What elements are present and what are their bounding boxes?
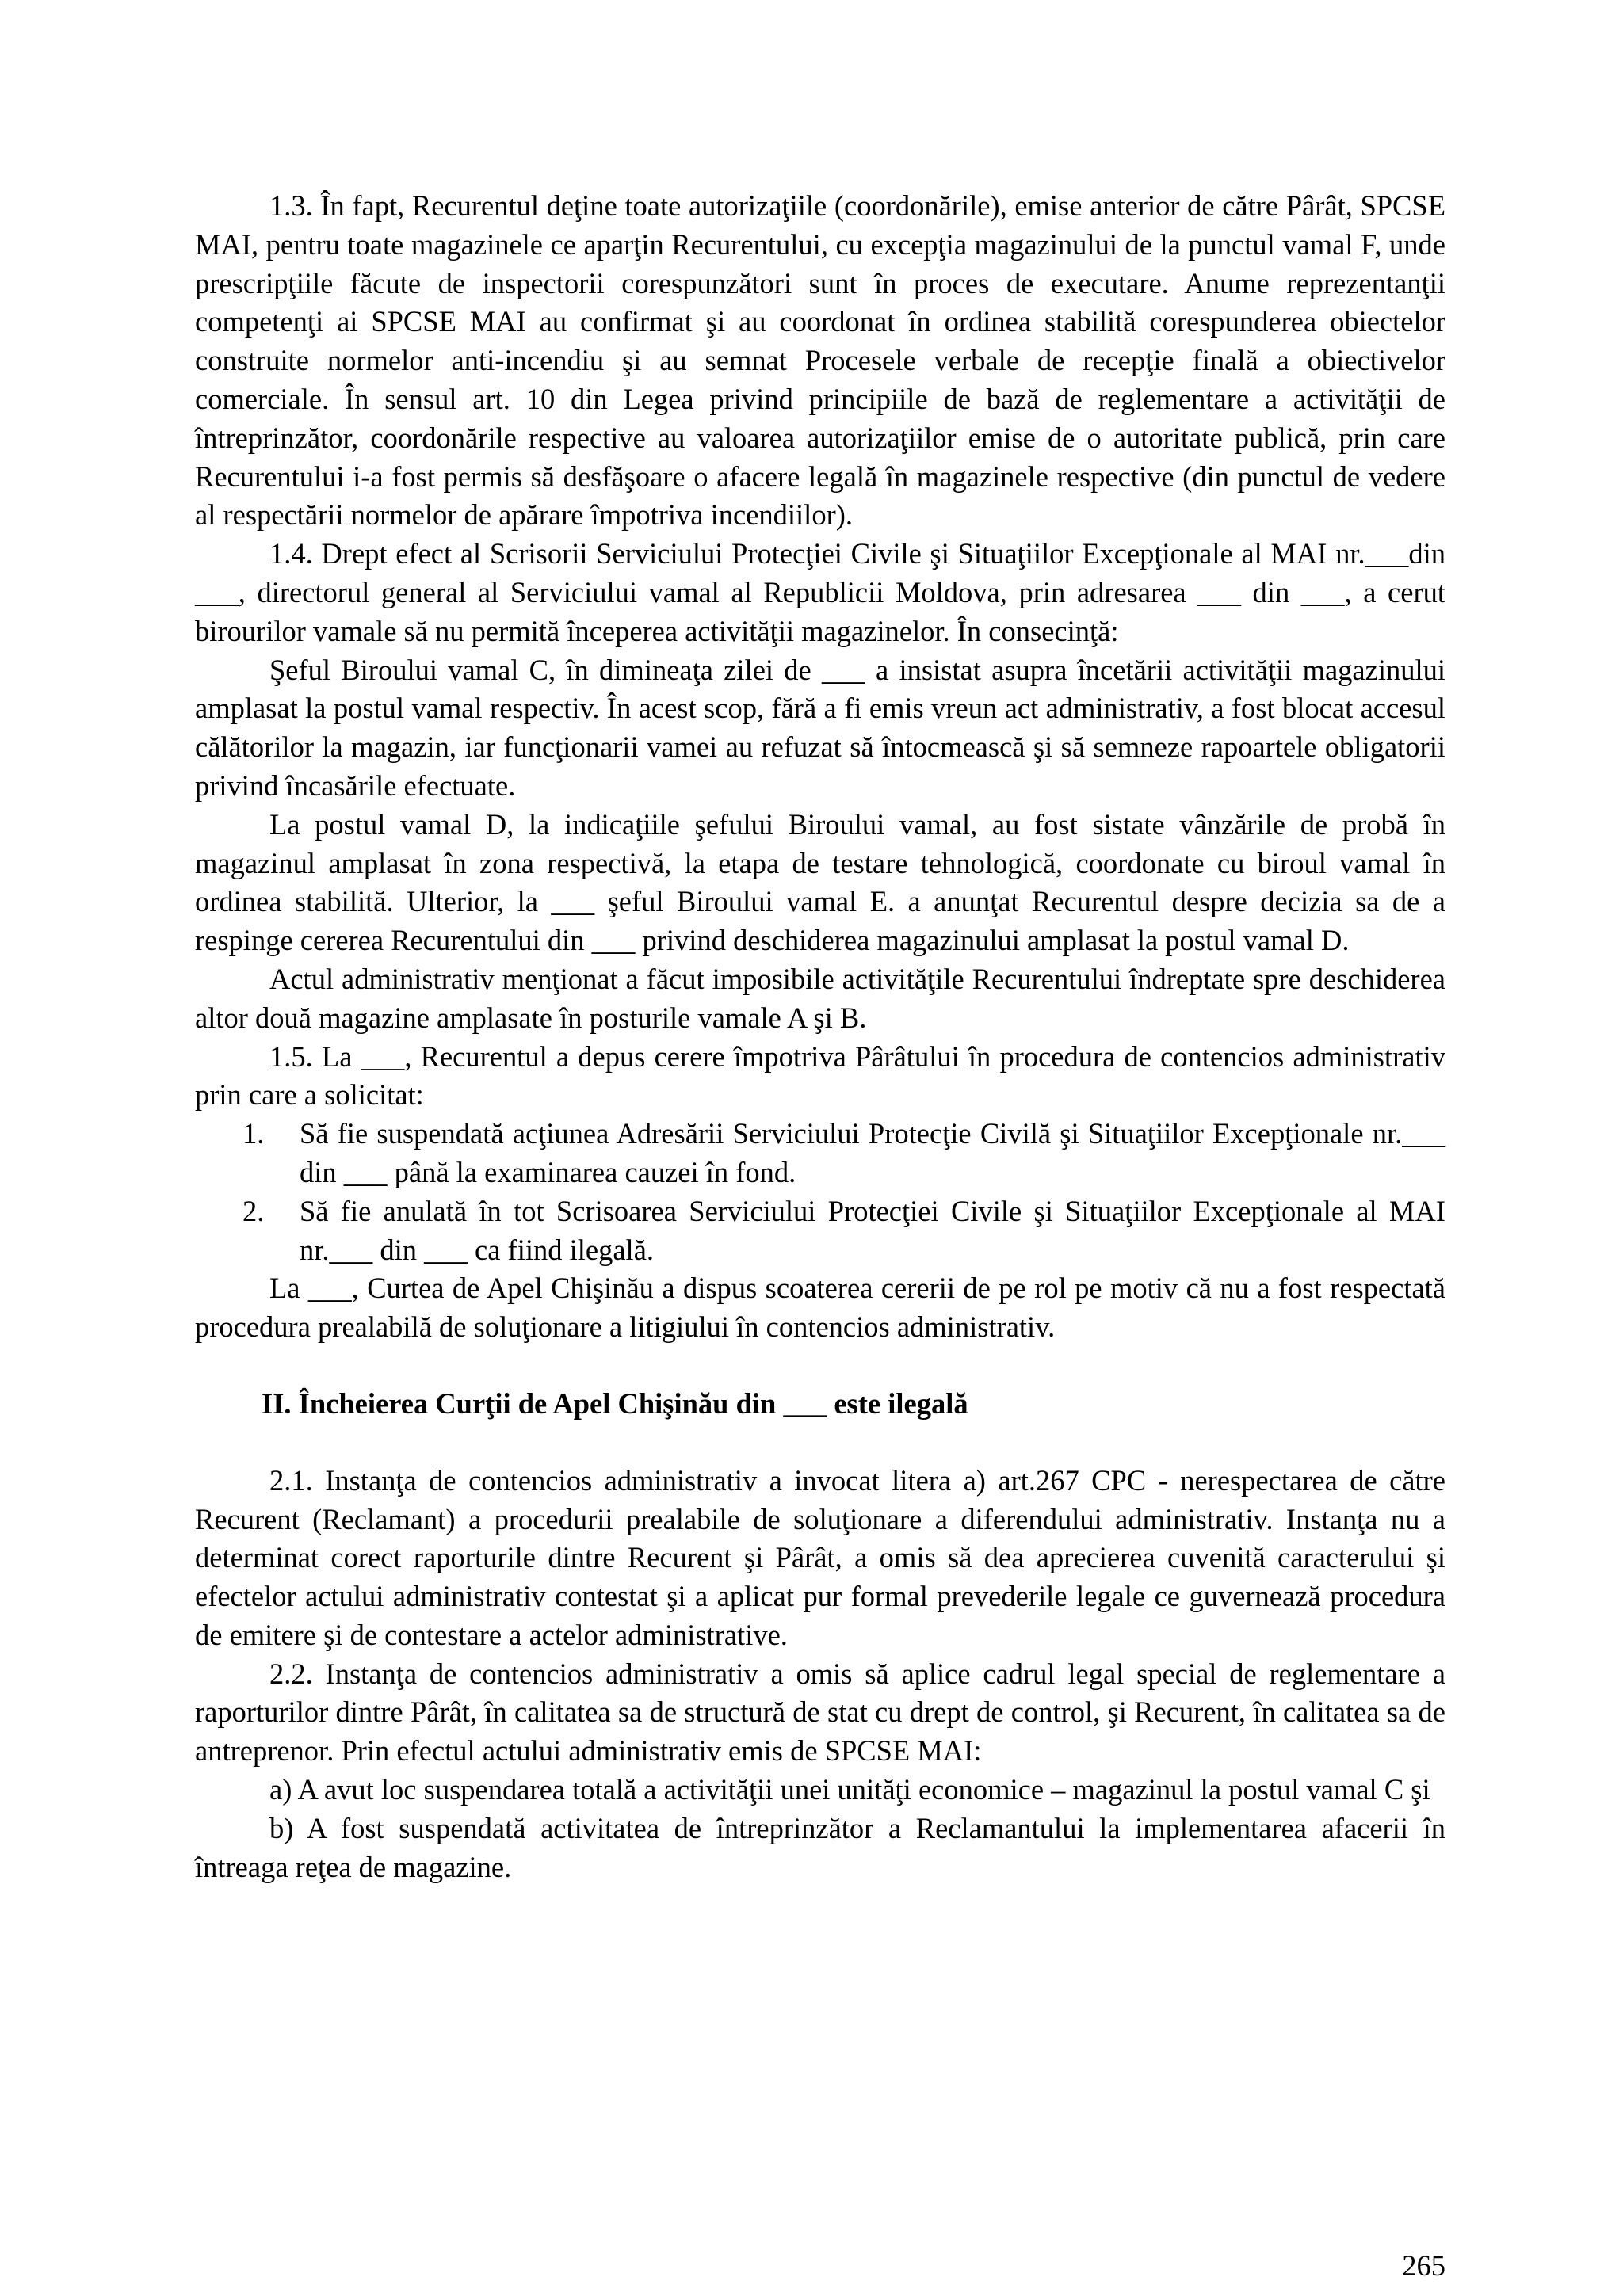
paragraph-1-3: 1.3. În fapt, Recurentul deţine toate autorizaţiile (coordonările), emise anterior de către Pârât, SPCSE MAI, pentru toate magazinele ce aparţin Recurentului, cu excepţia magazinului de la punctul vamal F, unde prescripţiile făcute de inspectorii corespunzători sunt în proces de executare. Anume reprezentanţii competenţi ai SPCSE MAI au confirmat şi au coordonat în ordinea stabilită corespunderea obiectelor construite normelor anti-incendiu şi au semnat Procesele verbale de recepţie finală a obiectivelor comerciale. În sensul art. 10 din Legea privind principiile de bază de reglementare a activităţii de întreprinzător, coordonările respective au valoarea autorizaţiilor emise de o autoritate publică, prin care Recurentului i-a fost permis să desfăşoare o afacere legală în magazinele respective (din punctul de vedere al respectării normelor de apărare împotriva incendiilor).: [195, 189, 1445, 532]
list-item-text: Să fie suspendată acţiunea Adresării Serviciului Protecţie Civilă şi Situaţiilor Excepţionale nr.___ din ___ până la examinarea cauzei în fond.: [300, 1117, 1445, 1188]
list-item-text: Să fie anulată în tot Scrisoarea Serviciului Protecţiei Civile şi Situaţiilor Excepţionale al MAI nr.___ din ___ ca fiind ilegală.: [300, 1194, 1445, 1266]
paragraph-point-a: a) A avut loc suspendarea totală a activităţii unei unităţi economice – magazinul la postul vamal C şi: [269, 1773, 1430, 1806]
paragraph-2-1: 2.1. Instanţa de contencios administrativ a invocat litera a) art.267 CPC - nerespectarea de către Recurent (Reclamant) a procedurii prealabile de soluţionare a diferendului administrativ. Instanţa nu a determinat corect raporturile dintre Recurent şi Pârât, a omis să dea aprecierea cuvenită caracterului şi efectelor actului administrativ contestat şi a aplicat pur formal prevederile legale ce guvernează procedura de emitere şi de contestare a actelor administrative.: [195, 1463, 1445, 1651]
list-item: [195, 1115, 1445, 1192]
list-item-number: 1.: [242, 1117, 265, 1150]
page-body: [195, 187, 1445, 1886]
section-heading: II. Încheierea Curţii de Apel Chişinău din ___ este ilegală: [262, 1386, 968, 1420]
paragraph-act-administrativ: Actul administrativ menţionat a făcut imposibile activităţile Recurentului îndreptate spre deschiderea altor două magazine amplasate în posturile vamale A şi B.: [195, 962, 1445, 1034]
paragraph-curtea-de-apel: La ___, Curtea de Apel Chişinău a dispus scoaterea cererii de pe rol pe motiv că nu a fost respectată procedura prealabilă de soluţionare a litigiului în contencios administrativ.: [195, 1272, 1445, 1344]
list-item: [195, 1192, 1445, 1270]
paragraph-postul-vamal-d: La postul vamal D, la indicaţiile şefului Biroului vamal, au fost sistate vânzările de probă în magazinul amplasat în zona respectivă, la etapa de testare tehnologică, coordonate cu biroul vamal în ordinea stabilită. Ulterior, la ___ şeful Biroului vamal E. a anunţat Recurentul despre decizia sa de a respinge cererea Recurentului din ___ privind deschiderea magazinului amplasat la postul vamal D.: [195, 807, 1445, 957]
paragraph-biroul-vamal-c: Şeful Biroului vamal C, în dimineaţa zilei de ___ a insistat asupra încetării activităţii magazinului amplasat la postul vamal respectiv. În acest scop, fără a fi emis vreun act administrativ, a fost blocat accesul călătorilor la magazin, iar funcţionarii vamei au refuzat să întocmească şi să semneze rapoartele obligatorii privind încasările efectuate.: [195, 653, 1445, 802]
paragraph-1-5: 1.5. La ___, Recurentul a depus cerere împotriva Pârâtului în procedura de contencios administrativ prin care a solicitat:: [195, 1039, 1445, 1112]
list-item-number: 2.: [242, 1194, 265, 1227]
paragraph-2-2: 2.2. Instanţa de contencios administrativ a omis să aplice cadrul legal special de reglementare a raporturilor dintre Pârât, în calitatea sa de structură de stat cu drept de control, şi Recurent, în calitatea sa de antreprenor. Prin efectul actului administrativ emis de SPCSE MAI:: [195, 1657, 1445, 1768]
paragraph-point-b: b) A fost suspendată activitatea de întreprinzător a Reclamantului la implementarea afacerii în întreaga reţea de magazine.: [195, 1811, 1445, 1883]
paragraph-1-4: 1.4. Drept efect al Scrisorii Serviciului Protecţiei Civile şi Situaţiilor Excepţionale al MAI nr.___din ___, directorul general al Serviciului vamal al Republicii Moldova, prin adresarea ___ din ___, a cerut birourilor vamale să nu permită începerea activităţii magazinelor. În consecinţă:: [195, 537, 1445, 647]
page-number: 265: [1402, 2249, 1445, 2282]
numbered-list: [195, 1115, 1445, 1269]
